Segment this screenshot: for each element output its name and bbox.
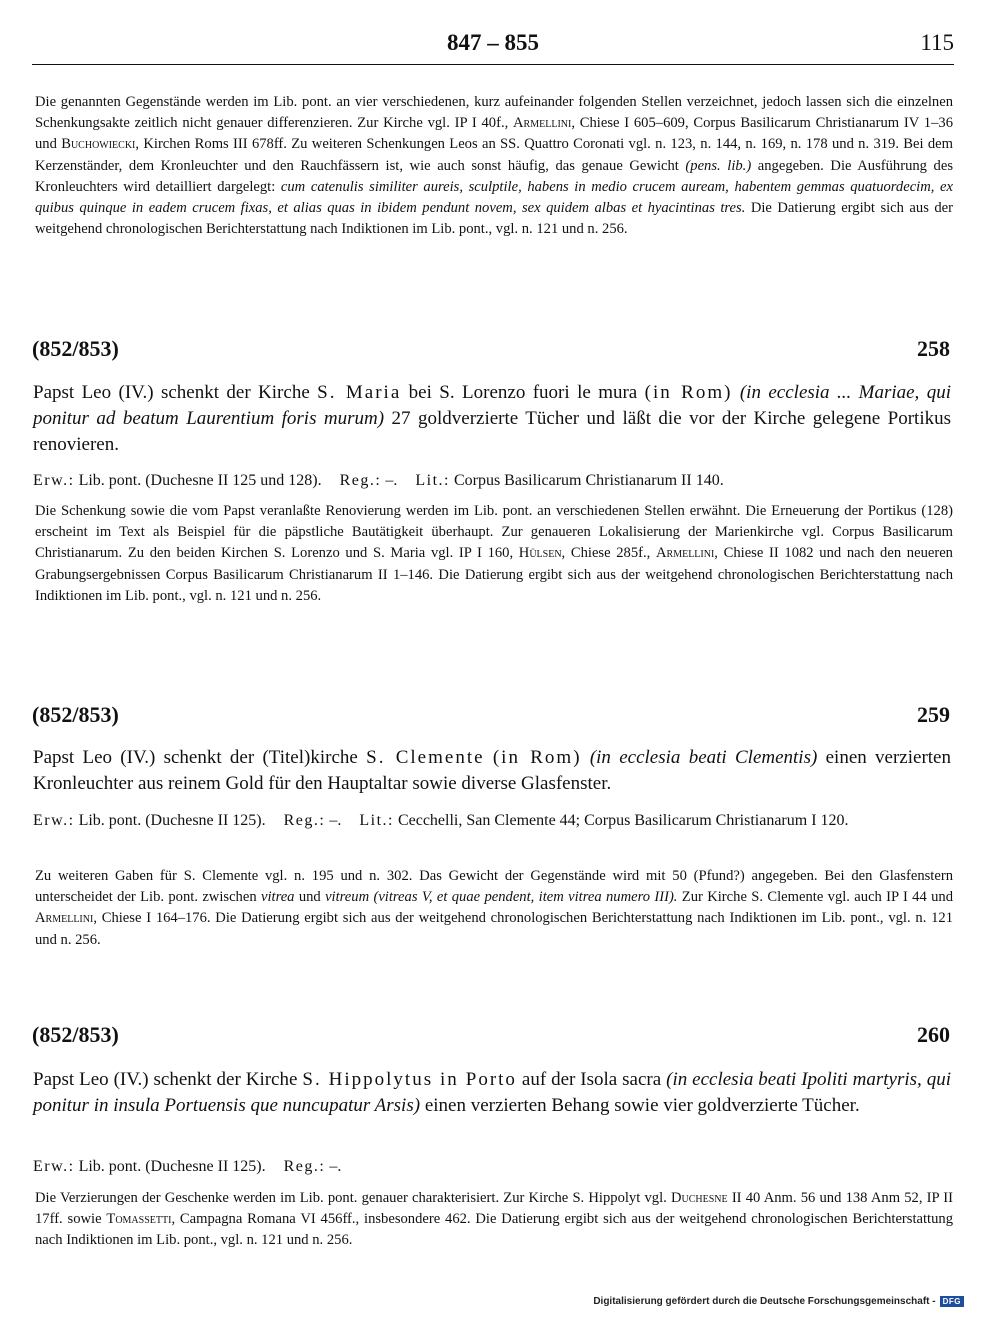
entry-number: 258	[917, 336, 950, 361]
regest-text	[485, 747, 493, 768]
author-name: Armellini	[655, 545, 715, 562]
place-name: (in Rom)	[492, 747, 582, 768]
ref-text: Corpus Basilicarum Christianarum II 140.	[453, 472, 724, 489]
ref-label: Lit.:	[359, 812, 394, 829]
ref-text: Cecchelli, San Clemente 44; Corpus Basilicarum Christianarum I 120.	[397, 812, 849, 829]
entry-heading	[32, 1022, 950, 1052]
regest-text: Papst Leo (IV.) schenkt der (Titel)kirche	[33, 747, 367, 768]
author-name: Armellini	[35, 910, 94, 927]
footer-text: Digitalisierung gefördert durch die Deutsche Forschungsgemeinschaft -	[593, 1296, 936, 1307]
running-head	[32, 28, 954, 65]
ref-label: Reg.:	[283, 1158, 326, 1175]
ref-text: Lib. pont. (Duchesne II 125).	[78, 1158, 266, 1175]
regest-text: einen verzierten Behang sowie vier goldverzierte Tücher.	[420, 1095, 860, 1116]
entry-regest	[33, 380, 951, 458]
entry-references	[33, 470, 951, 492]
entry-date: (852/853)	[32, 1022, 119, 1047]
note-text: , Chiese I 164–176. Die Datierung ergibt sich aus der weitgehend chronologischen Berichterstattung nach Indiktionen im Lib. pont., vgl. n. 121 und n. 256.	[35, 910, 953, 948]
ref-label: Reg.:	[339, 472, 382, 489]
note-text: Zu weiteren Gaben für S. Clemente vgl. n. 195 und n. 302. Das Gewicht der Gegenstände wird mit 50 (Pfund?) angegeben. Bei den Glasfenstern unterscheidet der Lib. pont. zwischen	[35, 868, 953, 906]
note-text: , Chiese 285f.,	[561, 545, 656, 562]
page-number: 115	[920, 30, 954, 55]
entry-references	[33, 810, 951, 832]
note-text: , Kirchen Roms III 678ff. Zu weiteren Schenkungen Leos an SS. Quattro Coronati vgl. n. 123, n. 144, n. 169, n. 178 und n. 319. Bei dem Kerzenständer, dem Kronleuchter und den Rauchfässern ist, wie auch sonst häufig, das genaue Gewicht	[35, 136, 954, 174]
ref-label: Lit.:	[415, 472, 450, 489]
church-name: S. Maria	[317, 382, 402, 403]
note-text: , Campagna Romana VI 456ff., insbesondere 462. Die Datierung ergibt sich aus der weitgehend chronologischen Berichterstattung nach Indiktionen im Lib. pont., vgl. n. 121 und n. 256.	[35, 1211, 954, 1249]
note-text: angegeben. Die Ausführung des Kronleuchters wird detailliert dargelegt:	[35, 157, 954, 195]
entry-note	[35, 866, 953, 951]
author-name: Tomassetti	[106, 1211, 172, 1228]
note-text: Die Schenkung sowie die vom Papst veranlaßte Renovierung werden im Lib. pont. an verschiedenen Stellen erwähnt. Die Erneuerung der Portikus (128) erscheint im Text als Beispiel für die päpstliche Bautätigkeit überhaupt. Zur genaueren Lokalisierung der Marienkirche vgl. Corpus Basilicarum Christianarum. Zu den beiden Kirchen S. Lorenzo und S. Maria vgl. IP I 160,	[35, 503, 953, 562]
church-name: S. Hippolytus in Porto	[302, 1069, 517, 1090]
note-text: Die Verzierungen der Geschenke werden im Lib. pont. genauer charakterisiert. Zur Kirche S. Hippolyt vgl.	[35, 1190, 671, 1206]
regest-text: Papst Leo (IV.) schenkt der Kirche	[33, 382, 318, 403]
latin-term: vitreum (vitreas V, et quae pendent, item vitrea numero III).	[325, 889, 678, 906]
ref-text: Lib. pont. (Duchesne II 125).	[78, 812, 266, 829]
entry-heading	[32, 702, 950, 732]
place-name: (in Rom)	[644, 382, 733, 403]
note-text: Die Datierung ergibt sich aus der weitgehend chronologischen Berichterstattung nach Indiktionen im Lib. pont., vgl. n. 121 und n. 256.	[35, 200, 953, 238]
entry-note	[35, 1188, 953, 1252]
latin-quote: (in ecclesia ... Mariae, qui ponitur ad beatum Laurentium foris murum)	[33, 382, 951, 429]
author-name: Duchesne	[670, 1190, 728, 1206]
ref-text: –.	[329, 812, 342, 829]
ref-label: Erw.:	[33, 472, 75, 489]
author-name: Armellini	[513, 115, 572, 132]
entry-date: (852/853)	[32, 702, 119, 727]
note-text: , Chiese II 1082 und nach den neueren Grabungsergebnissen Corpus Basilicarum Christianarum II 1–146. Die Datierung ergibt sich aus der weitgehend chronologischen Berichterstattung nach Indiktionen im Lib. pont., vgl. n. 121 und n. 256.	[35, 545, 953, 604]
note-text: II 40 Anm. 56 und 138 Anm 52, IP II 17ff. sowie	[35, 1190, 954, 1228]
regest-text: Papst Leo (IV.) schenkt der Kirche	[33, 1069, 303, 1090]
regest-text: bei S. Lorenzo fuori le mura	[401, 382, 645, 403]
church-name: S. Clemente	[366, 747, 485, 768]
latin-quote: cum catenulis similiter aureis, sculptile, habens in medio crucem auream, habentem gemmas quatuordecim, ex quibus quinque in eadem crucem fixas, et alias quas in ibidem pendunt novem, sex quidem albas et hyacintinas tres.	[35, 178, 953, 217]
latin-term: vitrea	[260, 889, 295, 906]
digitization-footer	[593, 1296, 964, 1307]
entry-heading	[32, 336, 950, 366]
entry-note	[35, 501, 953, 607]
author-name: Hülsen	[518, 545, 562, 562]
entry-regest	[33, 745, 951, 797]
ref-label: Reg.:	[283, 812, 326, 829]
author-name: Buchowiecki	[61, 136, 136, 153]
entry-number: 259	[917, 702, 950, 727]
note-text: , Chiese I 605–609, Corpus Basilicarum Christianarum IV 1–36 und	[35, 115, 953, 153]
running-range: 847 – 855	[447, 30, 539, 55]
entry-references	[33, 1156, 951, 1178]
ref-text: Lib. pont. (Duchesne II 125 und 128).	[78, 472, 322, 489]
continued-note	[35, 92, 953, 240]
note-text: und	[294, 889, 326, 906]
entry-number: 260	[917, 1022, 950, 1047]
entry-regest	[33, 1067, 951, 1119]
regest-text	[732, 382, 739, 403]
entry-date: (852/853)	[32, 336, 119, 361]
latin-term: (pens. lib.)	[685, 157, 752, 174]
regest-text	[582, 747, 590, 768]
ref-text: –.	[329, 1158, 342, 1175]
latin-quote: (in ecclesia beati Ipoliti martyris, qui ponitur in insula Portuensis que nuncupatur Arsis)	[33, 1069, 951, 1116]
latin-quote: (in ecclesia beati Clementis)	[589, 747, 818, 768]
ref-text: –.	[385, 472, 398, 489]
ref-label: Erw.:	[33, 1158, 75, 1175]
regest-text: einen verzierten Kronleuchter aus reinem Gold für den Hauptaltar sowie diverse Glasfenster.	[33, 747, 951, 794]
regest-text: 27 goldverzierte Tücher und läßt die vor der Kirche gelegene Portikus renovieren.	[33, 408, 951, 455]
regest-text: auf der Isola sacra	[516, 1069, 667, 1090]
ref-label: Erw.:	[33, 812, 75, 829]
note-text: Zur Kirche S. Clemente vgl. auch IP I 44 und	[677, 889, 954, 906]
note-text: Die genannten Gegenstände werden im Lib. pont. an vier verschiedenen, kurz aufeinander folgenden Stellen verzeichnet, jedoch lassen sich die einzelnen Schenkungsakte zeitlich nicht genauer differenzieren. Zur Kirche vgl. IP I 40f.,	[35, 94, 953, 132]
dfg-logo: DFG	[940, 1296, 964, 1307]
